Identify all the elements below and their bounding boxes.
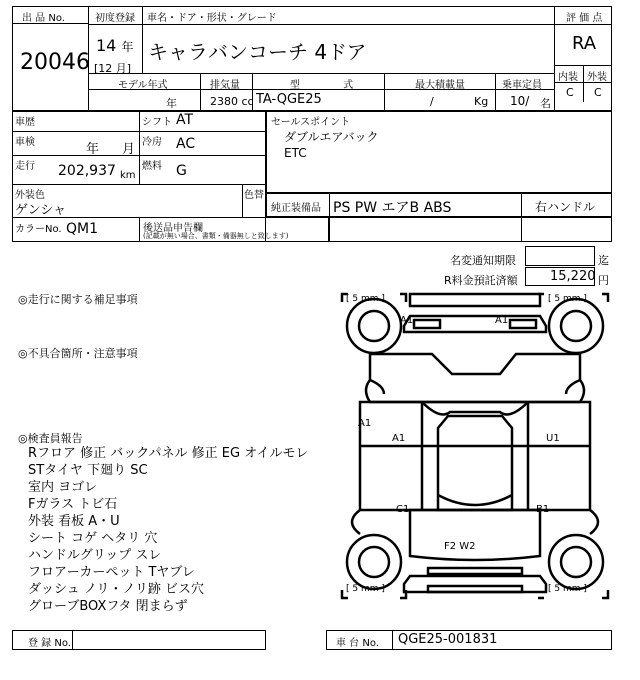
car-name: キャラバンコーチ 4ドア	[148, 40, 367, 64]
color-value: ゲンシャ	[15, 203, 67, 218]
damage-mark: A1	[400, 315, 414, 326]
damage-mark: A1	[495, 315, 509, 326]
color-label: 外装色	[15, 190, 45, 201]
sales-point-1: ダブルエアバック	[284, 130, 379, 144]
fuel-label: 燃料	[142, 161, 162, 172]
damage-mark: B1	[536, 504, 550, 515]
mileage-label: 走行	[15, 161, 35, 172]
tire-depth-bottom-right: [ 5 mm ]	[548, 584, 587, 594]
aftermarket-note: (記載が無い場合、書類・備器無しと致します)	[143, 232, 289, 240]
capacity-value: 10/	[510, 94, 530, 108]
max-load-value: /	[430, 95, 434, 108]
shift-value: AT	[176, 112, 194, 128]
car-condition-diagram	[340, 290, 610, 630]
capacity-unit: 名	[540, 97, 551, 110]
inspector-report	[28, 445, 309, 615]
inspector-label: ◎検査員報告	[18, 432, 83, 445]
inspection-year: 年	[86, 142, 100, 157]
inspector-line: STタイヤ 下廻り SC	[28, 463, 148, 478]
lot-number-label: 出 品 No.	[22, 13, 65, 24]
aircon-label: 冷房	[142, 137, 162, 148]
name-change-box	[525, 246, 595, 266]
inspector-line: Rフロア 修正 バックパネル 修正 EG オイルモレ	[28, 446, 309, 461]
aftermarket-label: 後送品申告欄	[143, 223, 203, 234]
inspection-month: 月	[122, 142, 136, 157]
inspector-line: Fガラス トビ石	[28, 497, 118, 512]
score-label: 評 価 点	[566, 13, 603, 24]
max-load-unit: Kg	[474, 95, 489, 108]
recolor-label: 色替	[244, 190, 264, 201]
capacity-label: 乗車定員	[502, 80, 542, 91]
shift-label: シフト	[142, 117, 172, 128]
damage-mark: F2 W2	[444, 541, 476, 552]
lower-blank-frame	[329, 217, 612, 242]
damage-mark: A1	[358, 418, 372, 429]
inspector-line: フロアーカーペット Tヤブレ	[28, 565, 195, 580]
name-change-unit: 迄	[598, 254, 609, 267]
inspector-line: 室内 ヨゴレ	[28, 480, 98, 495]
driving-notes-label: ◎走行に関する補足事項	[18, 293, 138, 306]
score-value: RA	[572, 33, 597, 54]
recycle-unit: 円	[598, 274, 609, 287]
inspector-line: ハンドルグリップ スレ	[28, 548, 162, 563]
sales-points-label: セールスポイント	[271, 117, 351, 128]
damage-mark: A1	[392, 433, 406, 444]
fuel-value: G	[176, 163, 187, 179]
displacement-value: 2380 cc	[210, 95, 254, 108]
exterior-grade: C	[594, 86, 602, 99]
damage-mark: U1	[546, 433, 560, 444]
car-diagram-svg	[340, 290, 610, 630]
recycle-value: 15,220	[550, 269, 596, 284]
recycle-label: R料金預託済額	[444, 274, 518, 287]
inspector-line: 外装 看板 A・U	[28, 514, 120, 529]
model-year-unit: 年	[166, 97, 177, 110]
first-registration-month: [12 月]	[94, 62, 132, 75]
mileage-value: 202,937	[58, 163, 116, 179]
tire-depth-top-left: [ 5 mm ]	[346, 294, 385, 304]
model-code-label: 型 式	[290, 80, 354, 91]
steering-value: 右ハンドル	[535, 200, 596, 214]
mileage-unit: km	[120, 170, 136, 181]
inspector-line: シート コゲ ヘタリ 穴	[28, 531, 158, 546]
defects-label: ◎不具合箇所・注意事項	[18, 347, 138, 360]
first-registration-year: 14 年	[96, 36, 134, 55]
displacement-label: 排気量	[210, 80, 240, 91]
inspection-label: 車検	[15, 137, 35, 148]
name-change-label: 名変通知期限	[450, 254, 516, 267]
model-year-label: モデル年式	[118, 80, 168, 91]
model-code: TA-QGE25	[256, 92, 322, 107]
color-no-value: QM1	[66, 221, 99, 237]
inspector-line: グローブBOXフタ 閉まらず	[28, 599, 188, 614]
max-load-label: 最大積載量	[415, 80, 465, 91]
first-registration-label: 初度登録	[95, 13, 135, 24]
tire-depth-top-right: [ 5 mm ]	[548, 294, 587, 304]
exterior-label: 外装	[587, 72, 607, 83]
equipment-value: PS PW エアB ABS	[333, 200, 452, 216]
chassis-label: 車 台 No.	[336, 638, 379, 649]
tire-depth-bottom-left: [ 5 mm ]	[346, 584, 385, 594]
history-label: 車歴	[15, 117, 35, 128]
car-name-label: 車名・ドア・形状・グレード	[147, 13, 277, 24]
inspector-line: ダッシュ ノリ・ノリ跡 ビス穴	[28, 582, 204, 597]
interior-label: 内装	[558, 72, 578, 83]
sales-point-2: ETC	[284, 146, 307, 160]
color-no-label: カラーNo.	[15, 224, 62, 235]
lot-number: 20046	[20, 50, 90, 75]
equipment-label: 純正装備品	[271, 203, 321, 214]
aircon-value: AC	[176, 136, 196, 152]
chassis-no: QGE25-001831	[398, 632, 498, 647]
interior-grade: C	[566, 86, 574, 99]
reg-no-label: 登 録 No.	[28, 638, 71, 649]
damage-mark: C1	[396, 504, 410, 515]
